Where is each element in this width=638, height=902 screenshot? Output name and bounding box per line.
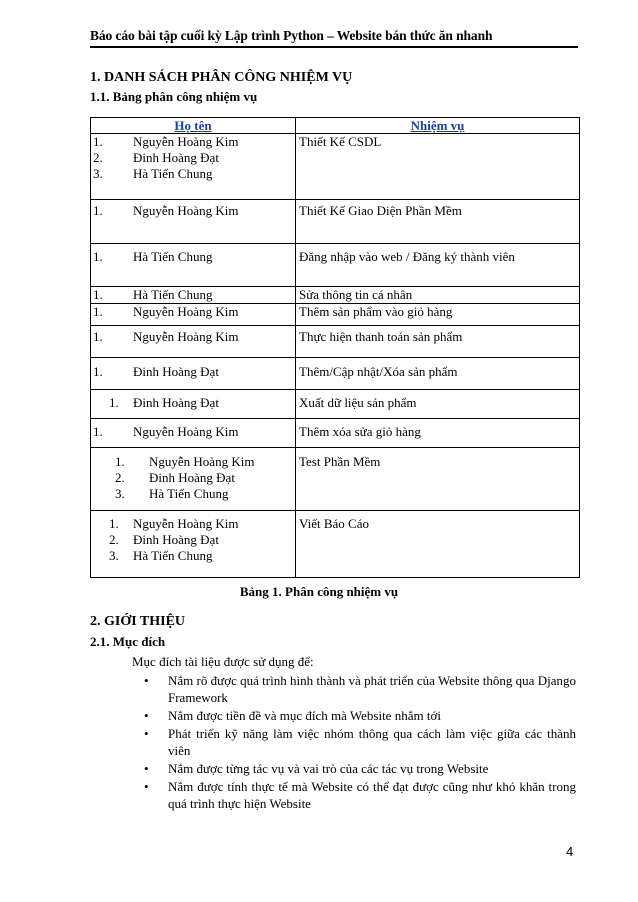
table-row [91,419,580,448]
member-name: Nguyễn Hoàng Kim [133,134,239,149]
member-name: Đinh Hoàng Đạt [133,364,219,379]
section-2-title: 2. GIỚI THIỆU [90,614,186,629]
list-item [120,760,576,777]
bullet-text: Phát triển kỹ năng làm việc nhóm thông qua cách làm việc giữa các thành viên [168,726,576,758]
bullet-icon: • [144,779,149,794]
member-name: Hà Tiến Chung [133,287,213,302]
list-number: 1. [93,364,103,379]
list-number: 1. [93,249,103,264]
table-row [91,287,580,304]
name-cell [91,326,296,358]
table-header-row [91,118,580,134]
task-text: Viết Báo Cáo [299,516,369,531]
name-cell [91,200,296,244]
task-text: Thêm xóa sửa giỏ hàng [299,424,421,439]
table-row [91,244,580,287]
name-cell [91,304,296,326]
list-number: 3. [115,486,125,501]
list-item [120,672,576,706]
bullet-text: Nắm được tính thực tế mà Website có thể đạt được cũng như khó khăn trong quá trình thực hiện Website [168,779,576,811]
page-header: Báo cáo bài tập cuối kỳ Lập trình Python – Website bán thức ăn nhanh [90,28,493,43]
task-text: Thực hiện thanh toán sản phẩm [299,329,463,344]
list-number: 1. [93,424,103,439]
bullet-text: Nắm được từng tác vụ và vai trò của các tác vụ trong Website [168,761,489,776]
member-name: Nguyễn Hoàng Kim [133,304,239,319]
member-name: Nguyễn Hoàng Kim [149,454,255,469]
table-row [91,134,580,200]
bullet-icon: • [144,673,149,688]
member-name: Hà Tiến Chung [149,486,229,501]
task-text: Test Phần Mềm [299,454,381,469]
task-cell [296,134,580,200]
table-row [91,358,580,390]
column-header-name: Họ tên [91,118,296,134]
intro-text: Mục đích tài liệu được sử dụng để: [132,654,314,669]
list-number: 3. [109,548,119,563]
member-name: Nguyễn Hoàng Kim [133,516,239,531]
list-number: 1. [93,329,103,344]
table-row [91,326,580,358]
task-cell [296,448,580,511]
page-number: 4 [566,844,574,859]
name-cell [91,287,296,304]
task-cell [296,287,580,304]
task-cell [296,358,580,390]
task-text: Thêm sản phẩm vào giỏ hàng [299,304,453,319]
table-row [91,200,580,244]
member-name: Đinh Hoàng Đạt [133,532,219,547]
list-number: 2. [115,470,125,485]
task-text: Sửa thông tin cá nhân [299,287,413,302]
task-text: Xuất dữ liệu sản phẩm [299,395,417,410]
bullet-icon: • [144,726,149,741]
task-text: Thêm/Cập nhật/Xóa sản phẩm [299,364,458,379]
task-text: Đăng nhập vào web / Đăng ký thành viên [299,249,515,264]
name-cell [91,511,296,578]
section-1-title: 1. DANH SÁCH PHÂN CÔNG NHIỆM VỤ [90,70,353,85]
task-cell [296,390,580,419]
name-cell [91,358,296,390]
name-cell [91,448,296,511]
bullet-icon: • [144,708,149,723]
table-row [91,511,580,578]
task-text: Thiết Kế CSDL [299,134,382,149]
list-number: 1. [109,395,119,410]
task-cell [296,304,580,326]
task-cell [296,326,580,358]
name-cell [91,134,296,200]
table-row [91,390,580,419]
list-number: 3. [93,166,103,181]
member-name: Đinh Hoàng Đạt [133,395,219,410]
name-cell [91,244,296,287]
member-name: Đinh Hoàng Đạt [133,150,219,165]
list-number: 1. [93,203,103,218]
list-number: 2. [93,150,103,165]
member-name: Đinh Hoàng Đạt [149,470,235,485]
section-2-1-title: 2.1. Mục đích [90,634,166,649]
purpose-list [120,672,576,813]
member-name: Hà Tiến Chung [133,166,213,181]
section-1-1-title: 1.1. Bảng phân công nhiệm vụ [90,89,258,104]
column-header-task: Nhiệm vụ [296,118,580,134]
task-cell [296,200,580,244]
task-cell [296,244,580,287]
list-number: 1. [93,287,103,302]
member-name: Nguyễn Hoàng Kim [133,329,239,344]
bullet-icon: • [144,761,149,776]
member-name: Hà Tiến Chung [133,548,213,563]
bullet-text: Nắm rõ được quá trình hình thành và phát triển của Website thông qua Django Framework [168,673,576,705]
table-row [91,304,580,326]
list-item [120,778,576,812]
list-number: 2. [109,532,119,547]
list-number: 1. [93,134,103,149]
member-name: Nguyễn Hoàng Kim [133,424,239,439]
member-name: Nguyễn Hoàng Kim [133,203,239,218]
task-cell [296,511,580,578]
task-text: Thiết Kế Giao Diện Phần Mềm [299,203,462,218]
list-item [120,707,576,724]
name-cell [91,390,296,419]
task-cell [296,419,580,448]
bullet-text: Nắm được tiền đề và mục đích mà Website nhắm tới [168,708,441,723]
table-row [91,448,580,511]
list-number: 1. [93,304,103,319]
header-rule [90,46,578,48]
assignment-table [90,117,580,578]
member-name: Hà Tiến Chung [133,249,213,264]
list-item [120,725,576,759]
name-cell [91,419,296,448]
table-caption: Bảng 1. Phân công nhiệm vụ [239,584,399,599]
list-number: 1. [109,516,119,531]
list-number: 1. [115,454,125,469]
